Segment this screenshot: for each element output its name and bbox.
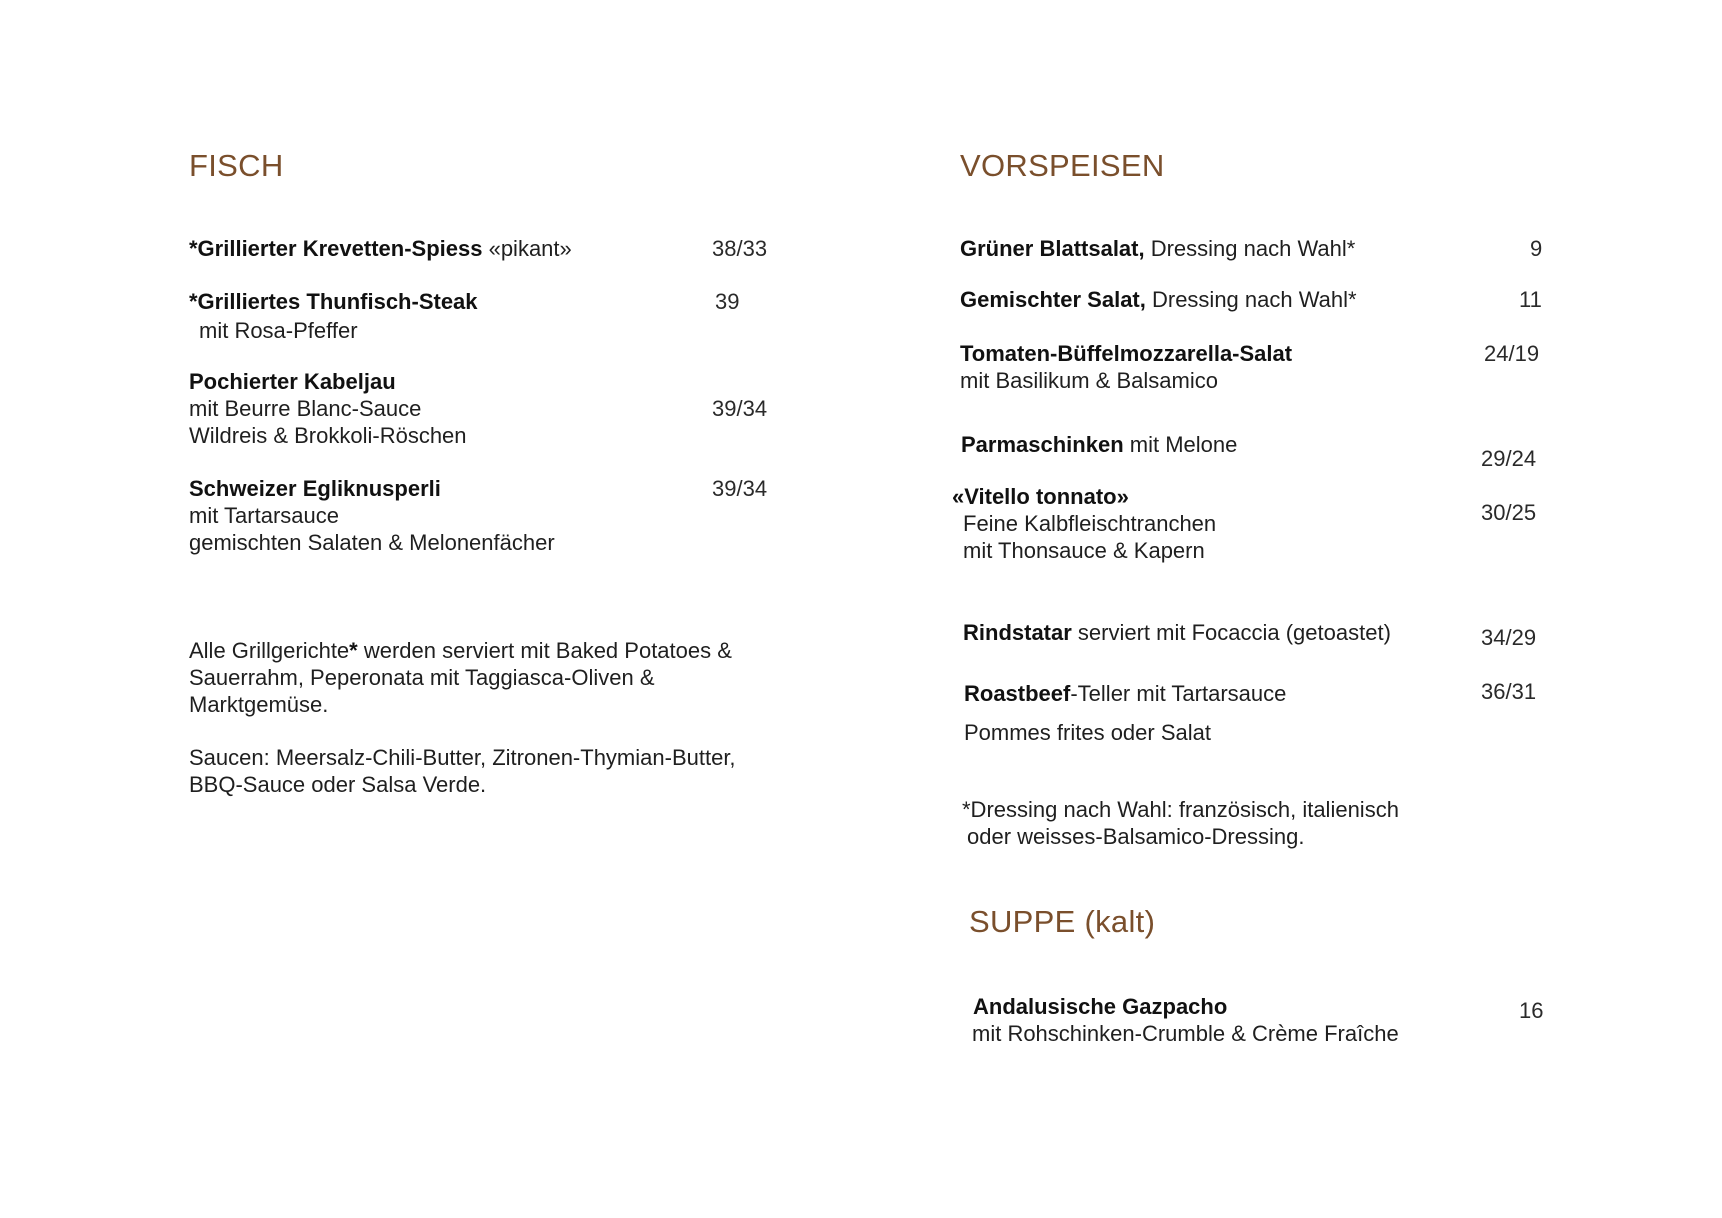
sauces-note [189, 744, 736, 798]
fisch-item-krevetten [189, 235, 572, 262]
dressing-note-line: oder weisses-Balsamico-Dressing. [967, 824, 1305, 849]
dish-name: «Vitello tonnato» [952, 484, 1129, 509]
vorspeisen-item-roastbeef [964, 680, 1286, 707]
vorspeisen-item-blattsalat [960, 235, 1355, 262]
dish-suffix: «pikant» [482, 236, 572, 261]
vorspeisen-item-gemischt [960, 286, 1357, 313]
dish-desc: gemischten Salaten & Melonenfächer [189, 530, 555, 555]
vorspeisen-heading: VORSPEISEN [960, 148, 1165, 183]
dish-name: Parmaschinken [961, 432, 1124, 457]
dish-desc: mit Thonsauce & Kapern [963, 538, 1205, 563]
fisch-item-egli [189, 475, 441, 502]
dish-suffix: Dressing nach Wahl* [1144, 236, 1356, 261]
dressing-note [962, 796, 1399, 850]
fisch-item-kabeljau [189, 368, 396, 395]
dish-name: Schweizer Egliknusperli [189, 476, 441, 501]
dish-desc: Wildreis & Brokkoli-Röschen [189, 423, 467, 448]
dish-name: Tomaten-Büffelmozzarella-Salat [960, 341, 1293, 366]
vorspeisen-price-mozzarella: 24/19 [1484, 341, 1540, 366]
dish-name: Gemischter Salat, [960, 287, 1146, 312]
fisch-price-kabeljau: 39/34 [712, 396, 768, 421]
vorspeisen-price-vitello: 30/25 [1481, 500, 1537, 525]
dish-name: Rindstatar [963, 620, 1072, 645]
vorspeisen-item-rindstatar [963, 619, 1391, 646]
fisch-price-thunfisch: 39 [715, 289, 740, 314]
grill-note [189, 637, 732, 718]
dish-suffix: mit Melone [1123, 432, 1238, 457]
grill-note-line: Marktgemüse. [189, 692, 329, 717]
vorspeisen-item-vitello [952, 483, 1129, 510]
vorspeisen-price-gemischt: 11 [1519, 287, 1542, 312]
vorspeisen-item-parmaschinken [961, 431, 1237, 458]
dish-suffix: Dressing nach Wahl* [1145, 287, 1357, 312]
dish-desc: mit Tartarsauce [189, 503, 339, 528]
dressing-note-line: *Dressing nach Wahl: französisch, italienisch [962, 797, 1399, 822]
vorspeisen-price-roastbeef: 36/31 [1481, 679, 1537, 704]
dish-suffix: serviert mit Focaccia (getoastet) [1071, 620, 1391, 645]
vorspeisen-price-blattsalat: 9 [1530, 236, 1543, 261]
dish-desc: Feine Kalbfleischtranchen [963, 511, 1217, 536]
vorspeisen-item-mozzarella [960, 340, 1292, 367]
dish-name: *Grilliertes Thunfisch-Steak [189, 289, 478, 314]
suppe-price-gazpacho: 16 [1519, 998, 1544, 1023]
dish-name: Andalusische Gazpacho [973, 994, 1228, 1019]
dish-desc: Pommes frites oder Salat [964, 720, 1211, 745]
dish-desc: mit Rosa-Pfeffer [199, 318, 358, 343]
dish-desc: mit Beurre Blanc-Sauce [189, 396, 422, 421]
vorspeisen-price-parmaschinken: 29/24 [1481, 446, 1537, 471]
suppe-heading: SUPPE (kalt) [969, 904, 1156, 939]
fisch-price-krevetten: 38/33 [712, 236, 768, 261]
grill-note-line: Sauerrahm, Peperonata mit Taggiasca-Oliven & [189, 665, 655, 690]
dish-desc: mit Basilikum & Balsamico [960, 368, 1218, 393]
dish-name: Pochierter Kabeljau [189, 369, 396, 394]
dish-suffix: -Teller mit Tartarsauce [1070, 681, 1287, 706]
suppe-item-gazpacho [973, 993, 1227, 1020]
dish-name: Roastbeef [964, 681, 1071, 706]
dish-name: *Grillierter Krevetten-Spiess [189, 236, 483, 261]
sauces-note-line: BBQ-Sauce oder Salsa Verde. [189, 772, 487, 797]
fisch-heading: FISCH [189, 148, 284, 183]
dish-desc: mit Rohschinken-Crumble & Crème Fraîche [972, 1021, 1399, 1046]
dish-name: Grüner Blattsalat, [960, 236, 1145, 261]
grill-note-line: Alle Grillgerichte* werden serviert mit Baked Potatoes & [189, 638, 732, 663]
vorspeisen-price-rindstatar: 34/29 [1481, 625, 1537, 650]
fisch-price-egli: 39/34 [712, 476, 768, 501]
fisch-item-thunfisch [189, 288, 478, 315]
sauces-note-line: Saucen: Meersalz-Chili-Butter, Zitronen-Thymian-Butter, [189, 745, 736, 770]
